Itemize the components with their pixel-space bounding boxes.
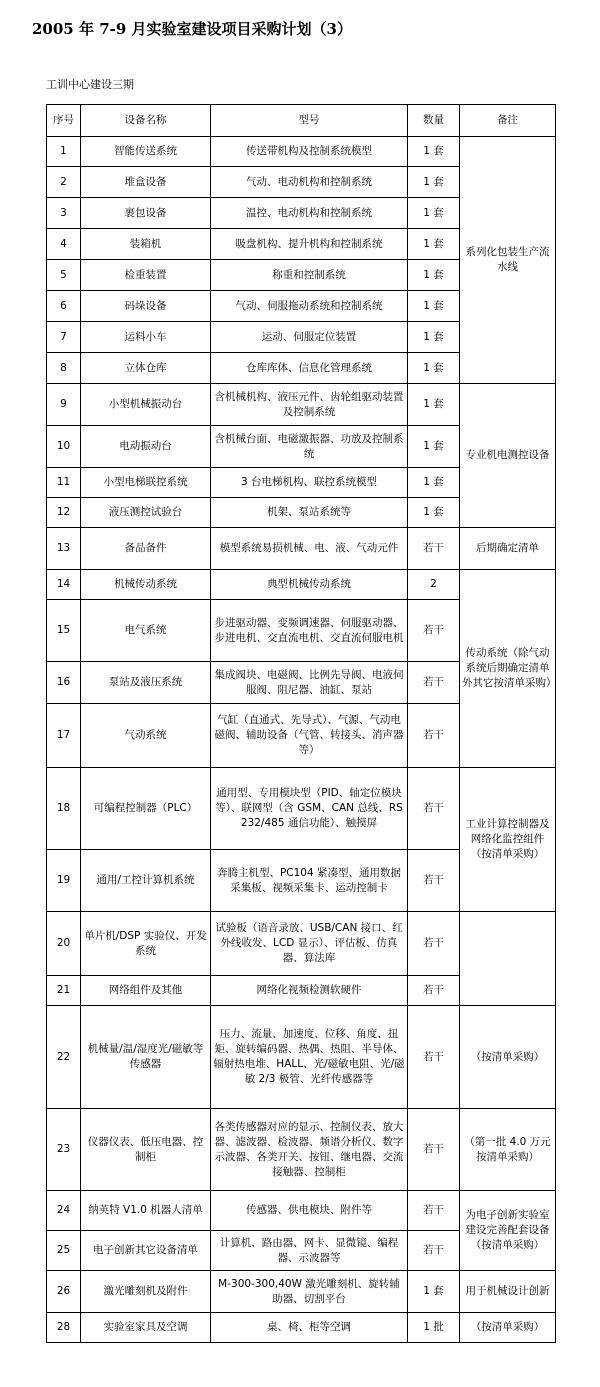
table-row	[47, 137, 556, 167]
row-model: 步进驱动器、变频调速器、伺服驱动器、步进电机、交直流电机、交直流伺服电机	[211, 600, 408, 662]
row-no: 21	[47, 976, 81, 1006]
remark-cell: 传动系统（除气动系统后期确定清单外其它按清单采购）	[460, 570, 556, 768]
row-name: 可编程控制器（PLC）	[81, 768, 211, 850]
document-title: 2005 年 7-9 月实验室建设项目采购计划（3）	[32, 20, 352, 38]
row-model: 网络化视频检测软硬件	[211, 976, 408, 1006]
row-qty: 1 套	[408, 198, 460, 229]
row-qty: 若干	[408, 662, 460, 704]
row-qty: 1 套	[408, 468, 460, 498]
row-name: 泵站及液压系统	[81, 662, 211, 704]
remark-cell: 后期确定清单	[460, 528, 556, 570]
row-name: 电动振动台	[81, 426, 211, 468]
row-name: 立体仓库	[81, 353, 211, 384]
row-name: 智能传送系统	[81, 137, 211, 167]
row-no: 3	[47, 198, 81, 229]
row-qty: 若干	[408, 704, 460, 768]
row-name: 激光雕刻机及附件	[81, 1271, 211, 1313]
row-no: 7	[47, 322, 81, 353]
table-row	[47, 768, 556, 850]
row-qty: 1 套	[408, 167, 460, 198]
row-model: 温控、电动机构和控制系统	[211, 198, 408, 229]
row-model: 各类传感器对应的显示、控制仪表、放大器、滤波器、检波器、频谱分析仪、数字示波器、各类开关、按钮、继电器、交流接触器、控制柜	[211, 1109, 408, 1191]
row-name: 机械量/温/湿度光/磁敏等传感器	[81, 1006, 211, 1109]
row-no: 5	[47, 260, 81, 291]
header-remark: 备注	[460, 105, 556, 137]
remark-cell: （按清单采购）	[460, 1313, 556, 1343]
row-name: 运料小车	[81, 322, 211, 353]
row-qty: 1 批	[408, 1313, 460, 1343]
row-name: 备品备件	[81, 528, 211, 570]
row-no: 22	[47, 1006, 81, 1109]
row-model: 传感器、供电模块、附件等	[211, 1191, 408, 1231]
row-qty: 1 套	[408, 137, 460, 167]
row-name: 仪器仪表、低压电器、控制柜	[81, 1109, 211, 1191]
row-model: 模型系统易损机械、电、液、气动元件	[211, 528, 408, 570]
row-model: 运动、伺服定位装置	[211, 322, 408, 353]
table-row	[47, 570, 556, 600]
row-qty: 1 套	[408, 322, 460, 353]
header-name: 设备名称	[81, 105, 211, 137]
row-no: 12	[47, 498, 81, 528]
row-model: 含机械机构、液压元件、齿轮组驱动装置及控制系统	[211, 384, 408, 426]
row-qty: 若干	[408, 912, 460, 976]
row-no: 14	[47, 570, 81, 600]
remark-cell: 为电子创新实验室建设完善配套设备（按清单采购）	[460, 1191, 556, 1271]
row-model: 含机械台面、电磁激振器、功放及控制系统	[211, 426, 408, 468]
row-name: 检重装置	[81, 260, 211, 291]
row-no: 2	[47, 167, 81, 198]
row-qty: 1 套	[408, 384, 460, 426]
row-name: 裹包设备	[81, 198, 211, 229]
row-no: 4	[47, 229, 81, 260]
row-model: 气缸（直通式、先导式）、气源、气动电磁阀、辅助设备（气管、转接头、消声器等）	[211, 704, 408, 768]
table-header-row	[47, 105, 556, 137]
row-no: 18	[47, 768, 81, 850]
row-model: 桌、椅、柜等空调	[211, 1313, 408, 1343]
row-model: 3 台电梯机构、联控系统模型	[211, 468, 408, 498]
procurement-table	[46, 104, 556, 1343]
row-qty: 1 套	[408, 426, 460, 468]
table-row	[47, 1191, 556, 1231]
row-qty: 若干	[408, 528, 460, 570]
row-qty: 1 套	[408, 1271, 460, 1313]
row-qty: 若干	[408, 850, 460, 912]
row-no: 10	[47, 426, 81, 468]
row-model: 机架、泵站系统等	[211, 498, 408, 528]
row-no: 8	[47, 353, 81, 384]
row-no: 13	[47, 528, 81, 570]
row-no: 28	[47, 1313, 81, 1343]
row-model: 压力、流量、加速度、位移、角度、扭矩、旋转编码器、热偶、热阻、半导体、辐射热电堆、HALL、光/磁敏电阻、光/磁敏 2/3 极管、光纤传感器等	[211, 1006, 408, 1109]
row-model: 试验板（语音录放、USB/CAN 接口、红外线收发、LCD 显示）、评估板、仿真器、算法库	[211, 912, 408, 976]
row-name: 堆盒设备	[81, 167, 211, 198]
row-qty: 1 套	[408, 260, 460, 291]
row-qty: 若干	[408, 976, 460, 1006]
row-name: 通用/工控计算机系统	[81, 850, 211, 912]
table-row	[47, 528, 556, 570]
row-name: 码垛设备	[81, 291, 211, 322]
row-qty: 若干	[408, 1109, 460, 1191]
row-qty: 若干	[408, 1231, 460, 1271]
row-no: 24	[47, 1191, 81, 1231]
row-no: 20	[47, 912, 81, 976]
row-name: 纳英特 V1.0 机器人清单	[81, 1191, 211, 1231]
table-row	[47, 1006, 556, 1109]
table-row	[47, 1109, 556, 1191]
row-name: 电气系统	[81, 600, 211, 662]
document-subtitle: 工训中心建设三期	[46, 78, 134, 91]
row-model: 气动、伺服拖动系统和控制系统	[211, 291, 408, 322]
row-no: 15	[47, 600, 81, 662]
remark-cell: （按清单采购）	[460, 1006, 556, 1109]
header-no: 序号	[47, 105, 81, 137]
row-name: 机械传动系统	[81, 570, 211, 600]
row-name: 电子创新其它设备清单	[81, 1231, 211, 1271]
table-row	[47, 384, 556, 426]
row-qty: 若干	[408, 1191, 460, 1231]
table-row	[47, 1271, 556, 1313]
row-no: 19	[47, 850, 81, 912]
row-model: 气动、电动机构和控制系统	[211, 167, 408, 198]
remark-cell: 用于机械设计创新	[460, 1271, 556, 1313]
row-no: 1	[47, 137, 81, 167]
row-no: 17	[47, 704, 81, 768]
row-no: 26	[47, 1271, 81, 1313]
row-model: 计算机、路由器、网卡、显微镜、编程器、示波器等	[211, 1231, 408, 1271]
row-qty: 若干	[408, 1006, 460, 1109]
row-model: 称重和控制系统	[211, 260, 408, 291]
row-qty: 1 套	[408, 291, 460, 322]
row-name: 单片机/DSP 实验仪、开发系统	[81, 912, 211, 976]
row-model: 吸盘机构、提升机构和控制系统	[211, 229, 408, 260]
row-model: 通用型、专用模块型（PID、轴定位模块等）、联网型（含 GSM、CAN 总线、RS232/485 通信功能）、触摸屏	[211, 768, 408, 850]
row-model: 典型机械传动系统	[211, 570, 408, 600]
row-no: 6	[47, 291, 81, 322]
header-model: 型号	[211, 105, 408, 137]
row-model: 集成阀块、电磁阀、比例先导阀、电液伺服阀、阻尼器、油缸、泵站	[211, 662, 408, 704]
row-name: 气动系统	[81, 704, 211, 768]
row-qty: 若干	[408, 600, 460, 662]
row-no: 16	[47, 662, 81, 704]
remark-cell: 工业计算控制器及网络化监控组件（按清单采购）	[460, 768, 556, 912]
row-no: 9	[47, 384, 81, 426]
row-no: 23	[47, 1109, 81, 1191]
remark-cell: （第一批 4.0 万元按清单采购）	[460, 1109, 556, 1191]
row-name: 小型机械振动台	[81, 384, 211, 426]
row-qty: 2	[408, 570, 460, 600]
remark-cell: 专业机电测控设备	[460, 384, 556, 528]
row-name: 装箱机	[81, 229, 211, 260]
row-model: 传送带机构及控制系统模型	[211, 137, 408, 167]
row-no: 25	[47, 1231, 81, 1271]
row-model: M-300-300,40W 激光雕刻机、旋转辅助器、切割平台	[211, 1271, 408, 1313]
remark-cell: 系列化包装生产流水线	[460, 137, 556, 384]
row-name: 小型电梯联控系统	[81, 468, 211, 498]
row-qty: 若干	[408, 768, 460, 850]
remark-empty	[460, 912, 556, 1006]
row-qty: 1 套	[408, 498, 460, 528]
row-model: 奔腾主机型、PC104 紧凑型、通用数据采集板、视频采集卡、运动控制卡	[211, 850, 408, 912]
row-name: 实验室家具及空调	[81, 1313, 211, 1343]
row-model: 仓库库体、信息化管理系统	[211, 353, 408, 384]
row-qty: 1 套	[408, 229, 460, 260]
row-no: 11	[47, 468, 81, 498]
row-qty: 1 套	[408, 353, 460, 384]
table-row	[47, 912, 556, 976]
header-qty: 数量	[408, 105, 460, 137]
row-name: 液压测控试验台	[81, 498, 211, 528]
row-name: 网络组件及其他	[81, 976, 211, 1006]
table-row	[47, 1313, 556, 1343]
